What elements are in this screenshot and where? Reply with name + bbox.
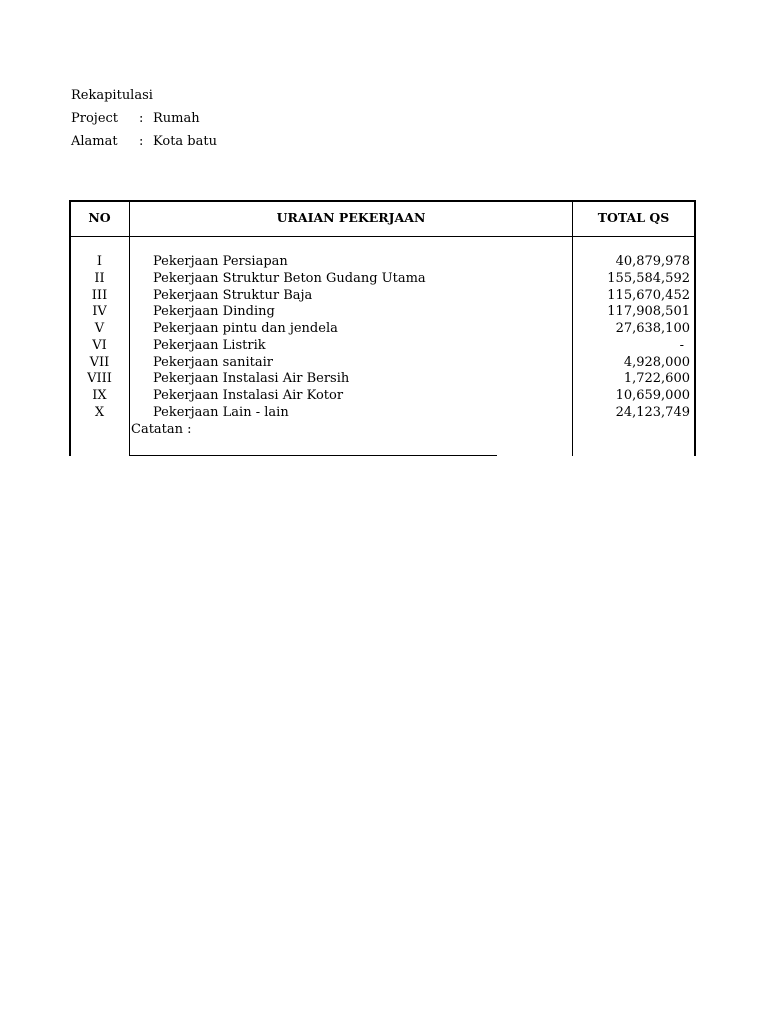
row-description: Pekerjaan Instalasi Air Bersih: [153, 371, 350, 387]
project-value: Rumah: [153, 111, 200, 126]
row-description: Pekerjaan Struktur Baja: [153, 287, 313, 303]
table-row: [69, 388, 696, 405]
row-description: Pekerjaan sanitair: [153, 354, 273, 370]
note-label: Catatan :: [131, 422, 192, 437]
recap-table: [69, 200, 696, 456]
row-total: 155,584,592: [607, 270, 690, 286]
row-total: 4,928,000: [623, 354, 690, 370]
row-total: 24,123,749: [615, 404, 690, 420]
row-description: Pekerjaan Struktur Beton Gudang Utama: [153, 270, 426, 286]
table-row: [69, 321, 696, 338]
table-top-border: [69, 200, 696, 202]
row-description: Pekerjaan Lain - lain: [153, 404, 289, 420]
project-colon: :: [139, 111, 144, 126]
document-title: Rekapitulasi: [71, 88, 153, 103]
table-row: [69, 271, 696, 288]
table-row: [69, 371, 696, 388]
project-label: Project: [71, 111, 119, 126]
row-number: X: [94, 404, 105, 420]
note-underline: [129, 455, 497, 456]
row-description: Pekerjaan pintu dan jendela: [153, 321, 338, 336]
row-description: Pekerjaan Instalasi Air Kotor: [153, 388, 344, 403]
row-number: III: [91, 287, 108, 303]
row-description: Pekerjaan Persiapan: [153, 254, 288, 269]
column-header-no: NO: [88, 210, 111, 225]
column-header-total: TOTAL QS: [597, 210, 670, 225]
row-number: VI: [92, 337, 107, 353]
row-description: Pekerjaan Listrik: [153, 337, 266, 353]
table-row: [69, 338, 696, 355]
table-row: [69, 355, 696, 372]
row-total: 27,638,100: [615, 321, 690, 336]
row-number: V: [94, 321, 105, 336]
row-total: -: [679, 337, 684, 353]
row-total: 117,908,501: [607, 304, 690, 320]
alamat-colon: :: [139, 134, 144, 149]
alamat-value: Kota batu: [153, 134, 217, 149]
row-number: II: [94, 270, 105, 286]
table-header-border: [69, 236, 696, 237]
table-row: [69, 254, 696, 271]
row-total: 40,879,978: [615, 254, 690, 269]
row-total: 1,722,600: [623, 371, 690, 387]
table-row: [69, 288, 696, 305]
alamat-label: Alamat: [71, 134, 118, 149]
row-number: VIII: [87, 371, 112, 387]
table-row: [69, 304, 696, 321]
table-body: [69, 254, 696, 422]
table-row: [69, 405, 696, 422]
column-header-uraian: URAIAN PEKERJAAN: [276, 210, 426, 225]
row-description: Pekerjaan Dinding: [153, 304, 275, 320]
row-number: VII: [89, 354, 110, 370]
row-number: IV: [92, 304, 107, 320]
row-number: IX: [92, 388, 107, 403]
row-total: 115,670,452: [607, 287, 690, 303]
row-number: I: [96, 254, 103, 269]
row-total: 10,659,000: [615, 388, 690, 403]
